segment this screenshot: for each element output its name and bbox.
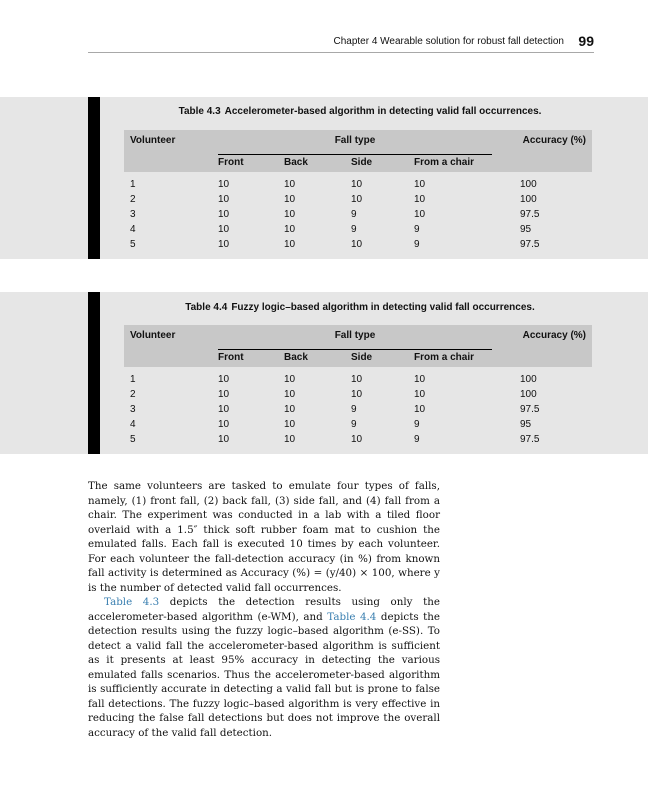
table-cell: 9 — [351, 404, 357, 415]
table-cell: 10 — [351, 434, 363, 445]
paragraph: The same volunteers are tasked to emulate four types of falls, namely, (1) front fall, (2) back fall, (3) side fall, and (4) fall from a chair. The experiment was conducted in a lab with a tiled floor overlaid with a 1.5″ thick soft rubber foam mat to cushion the emulated falls. Each fall is executed 10 times by each volunteer. For each volunteer the fall-detection accuracy (in %) from known fall activity is determined as Accuracy (%) = (y/40) × 100, where y is the number of detected valid fall occurrences. — [88, 480, 440, 594]
table-cell: 10 — [284, 239, 296, 250]
table-cell: 3 — [130, 404, 136, 415]
column-subheader: From a chair — [414, 352, 475, 363]
paragraph-text: depicts the detection results using the fuzzy logic–based algorithm (e-SS). To detect a valid fall the accelerometer-based algorithm is sufficient as it presents at least 95% accuracy in detecting the various emulated falls scenarios. Thus the accelerometer-based algorithm is sufficiently accurate in detecting a valid fall but is prone to false fall detections. The fuzzy logic–based algorithm is very effective in reducing the false fall detections but does not improve the overall accuracy of the valid fall detection. — [88, 610, 440, 739]
column-subheader: Front — [218, 157, 244, 168]
table-cell: 9 — [351, 209, 357, 220]
table-cell: 10 — [284, 224, 296, 235]
table-cell: 10 — [218, 179, 230, 190]
table-cell: 10 — [218, 239, 230, 250]
column-header-fall-type: Fall type — [334, 330, 376, 341]
table-cell: 10 — [284, 389, 296, 400]
table-cell: 9 — [351, 419, 357, 430]
table-cell: 10 — [218, 404, 230, 415]
table-cell: 10 — [414, 404, 426, 415]
table-cell: 10 — [414, 389, 426, 400]
table-cell: 5 — [130, 239, 136, 250]
table-cell: 10 — [284, 179, 296, 190]
data-table — [124, 325, 592, 450]
table-cell: 10 — [284, 194, 296, 205]
header-divider — [218, 349, 492, 350]
paragraph-text: depicts the detection results using only the accelerometer-based algorithm (e-WM), and — [88, 596, 440, 623]
table-title: Fuzzy logic–based algorithm in detecting valid fall occurrences. — [231, 302, 535, 313]
table-cell: 2 — [130, 194, 136, 205]
chapter-title: Chapter 4 Wearable solution for robust fall detection — [333, 36, 564, 47]
paragraph — [88, 595, 440, 740]
table-cell: 3 — [130, 209, 136, 220]
table-cell: 10 — [351, 179, 363, 190]
header-divider — [218, 154, 492, 155]
table-cell: 9 — [414, 224, 420, 235]
data-table — [124, 130, 592, 255]
table-cell: 10 — [414, 209, 426, 220]
table-cell: 10 — [284, 419, 296, 430]
column-subheader: From a chair — [414, 157, 475, 168]
table-cell: 10 — [414, 374, 426, 385]
body-text — [88, 479, 440, 740]
column-subheader: Side — [351, 352, 373, 363]
table-cell: 10 — [218, 389, 230, 400]
table-cell: 10 — [351, 389, 363, 400]
table-cell: 100 — [520, 374, 537, 385]
table-cell: 10 — [218, 209, 230, 220]
table-cell: 97.5 — [520, 239, 540, 250]
table-cell: 10 — [218, 434, 230, 445]
table-cell: 97.5 — [520, 404, 540, 415]
table-cell: 10 — [284, 434, 296, 445]
column-subheader: Side — [351, 157, 373, 168]
table-caption — [120, 302, 600, 313]
table-cell: 1 — [130, 374, 136, 385]
table-reference-link[interactable]: Table 4.3 — [104, 596, 160, 608]
table-cell: 10 — [284, 209, 296, 220]
table-cell: 10 — [218, 419, 230, 430]
table-cell: 100 — [520, 389, 537, 400]
column-header-volunteer: Volunteer — [130, 330, 176, 341]
table-cell: 10 — [414, 194, 426, 205]
table-cell: 1 — [130, 179, 136, 190]
table-cell: 5 — [130, 434, 136, 445]
table-cell: 9 — [414, 419, 420, 430]
table-cell: 97.5 — [520, 209, 540, 220]
table-caption — [120, 106, 600, 117]
table-cell: 95 — [520, 224, 532, 235]
table-cell: 10 — [351, 374, 363, 385]
table-cell: 100 — [520, 179, 537, 190]
column-header-volunteer: Volunteer — [130, 135, 176, 146]
table-cell: 10 — [218, 374, 230, 385]
column-subheader: Back — [284, 157, 308, 168]
running-header — [88, 33, 594, 53]
table-cell: 2 — [130, 389, 136, 400]
table-cell: 10 — [284, 374, 296, 385]
table-reference-link[interactable]: Table 4.4 — [327, 610, 377, 623]
table-cell: 4 — [130, 224, 136, 235]
table-block — [0, 292, 648, 454]
table-cell: 10 — [351, 239, 363, 250]
table-cell: 100 — [520, 194, 537, 205]
table-cell: 10 — [218, 194, 230, 205]
table-cell: 9 — [414, 239, 420, 250]
table-number: Table 4.4 — [185, 302, 228, 313]
column-header-accuracy: Accuracy (%) — [522, 330, 586, 341]
column-subheader: Front — [218, 352, 244, 363]
table-cell: 10 — [284, 404, 296, 415]
column-subheader: Back — [284, 352, 308, 363]
table-cell: 97.5 — [520, 434, 540, 445]
column-header-accuracy: Accuracy (%) — [522, 135, 586, 146]
table-cell: 10 — [218, 224, 230, 235]
table-cell: 9 — [351, 224, 357, 235]
table-cell: 4 — [130, 419, 136, 430]
table-cell: 9 — [414, 434, 420, 445]
page-number: 99 — [578, 33, 594, 49]
table-cell: 10 — [414, 179, 426, 190]
column-header-fall-type: Fall type — [334, 135, 376, 146]
table-marker-bar — [88, 97, 100, 259]
table-block — [0, 97, 648, 259]
table-number: Table 4.3 — [178, 106, 221, 117]
table-title: Accelerometer-based algorithm in detecting valid fall occurrences. — [224, 106, 542, 117]
table-marker-bar — [88, 292, 100, 454]
table-cell: 10 — [351, 194, 363, 205]
table-cell: 95 — [520, 419, 532, 430]
